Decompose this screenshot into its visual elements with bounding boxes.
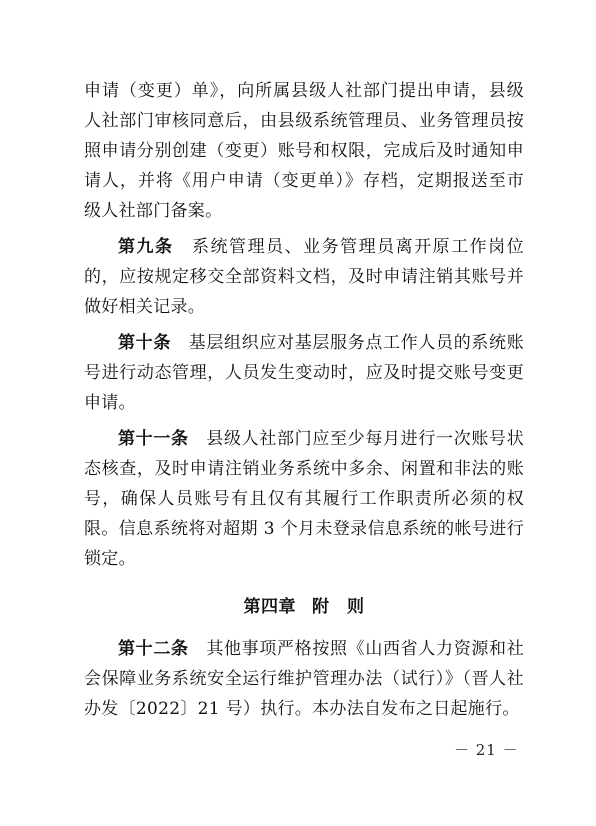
- article-10-label: 第十条: [118, 333, 172, 353]
- article-9: [84, 232, 524, 322]
- article-10-text: 基层组织应对基层服务点工作人员的系统账号进行动态管理，人员发生变动时，应及时提交账号变更申请。: [84, 333, 525, 413]
- article-10: [84, 328, 524, 418]
- article-9-label: 第九条: [118, 237, 174, 257]
- page-number: － 21 －: [454, 741, 519, 759]
- chapter-number: 第四章: [243, 597, 296, 617]
- article-11-label: 第十一条: [118, 429, 189, 449]
- article-12-text: 其他事项严格按照《山西省人力资源和社会保障业务系统安全运行维护管理办法（试行）》（晋人社办发〔2022〕21 号）执行。本办法自发布之日起施行。: [84, 639, 524, 719]
- article-11-text: 县级人社部门应至少每月进行一次账号状态核查，及时申请注销业务系统中多余、闲置和非法的账号，确保人员账号有且仅有其履行工作职责所必须的权限。信息系统将对超期 3 个月未登录信息系统的帐号进行锁定。: [84, 429, 524, 569]
- chapter-title: 附 则: [312, 597, 365, 617]
- article-9-text: 系统管理员、业务管理员离开原工作岗位的，应按规定移交全部资料文档，及时申请注销其账号并做好相关记录。: [84, 237, 524, 317]
- paragraph-continued-text: 申请（变更）单》，向所属县级人社部门提出申请，县级人社部门审核同意后，由县级系统管理员、业务管理员按照申请分别创建（变更）账号和权限，完成后及时通知申请人，并将《用户申请（变更单）》存档，定期报送至市级人社部门备案。: [84, 81, 524, 221]
- chapter-heading: [84, 592, 524, 622]
- article-12-label: 第十二条: [118, 639, 189, 659]
- article-12: [84, 634, 524, 724]
- article-11: [84, 424, 524, 574]
- page-body: [84, 76, 524, 724]
- paragraph-continued: [84, 76, 524, 226]
